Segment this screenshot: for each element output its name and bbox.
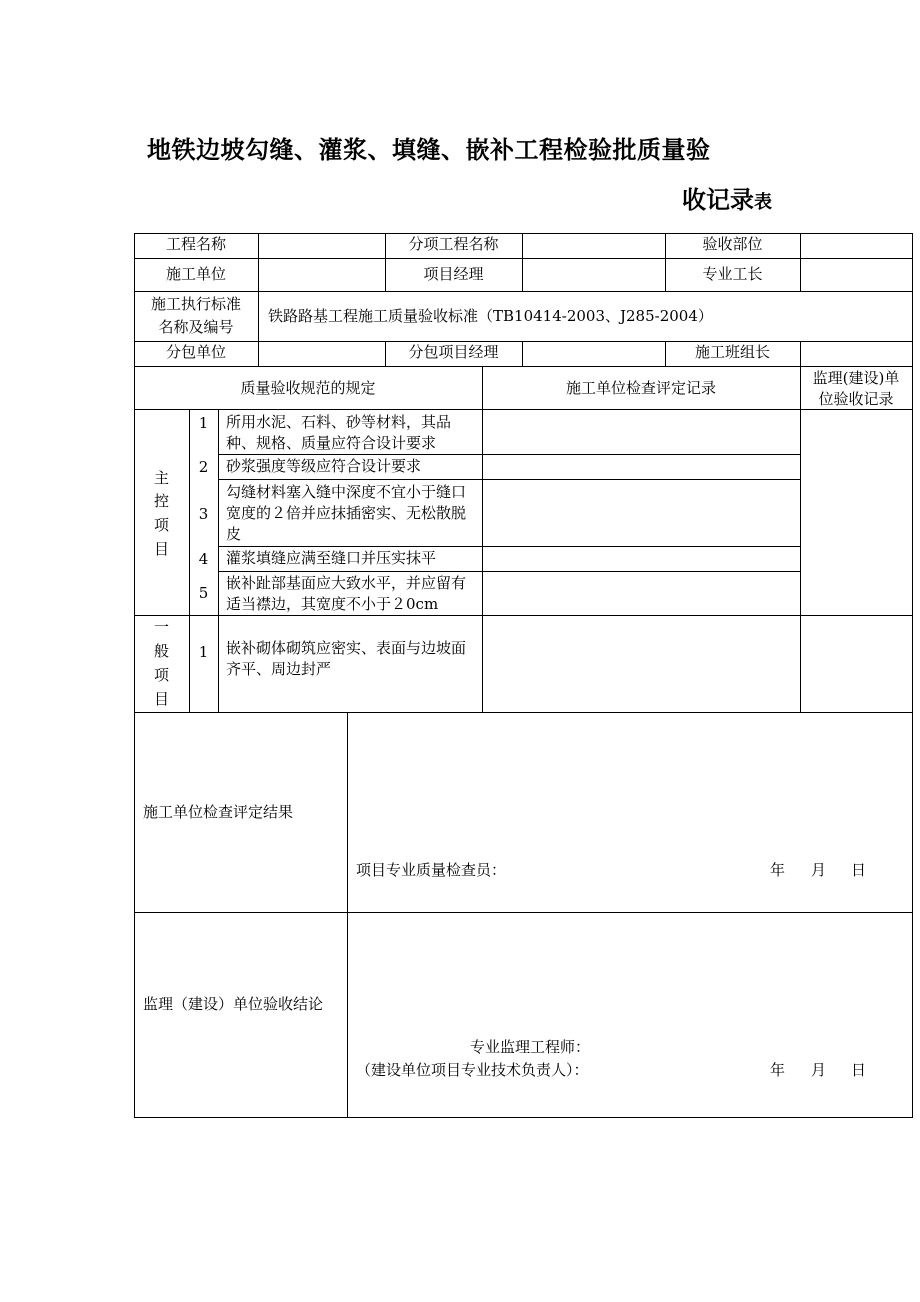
standard-label-line-1: 施工执行标准: [150, 295, 241, 313]
main-item-text: 所用水泥、石料、砂等材料，其品种、规格、质量应符合设计要求: [226, 413, 452, 452]
main-items-supervision-field[interactable]: [801, 410, 912, 615]
subcontractor-field[interactable]: [259, 342, 385, 365]
sub-project-field[interactable]: [523, 234, 665, 257]
main-item-text: 嵌补趾部基面应大致水平，并应留有适当襟边，其宽度不小于２0cm: [226, 574, 467, 613]
main-item-number: 4: [198, 550, 209, 568]
team-leader-field[interactable]: [801, 342, 911, 365]
standard-value: 铁路路基工程施工质量验收标准（TB10414-2003、J285-2004）: [268, 307, 713, 325]
supervision-result-year: 年: [770, 1061, 786, 1079]
supervision-result-day: 日: [851, 1061, 867, 1079]
main-item-record-field[interactable]: [483, 455, 800, 479]
main-item-record-field[interactable]: [483, 547, 800, 571]
check-record-column-header: 施工单位检查评定记录: [565, 379, 716, 397]
construction-unit-field[interactable]: [259, 259, 385, 290]
sub-manager-field[interactable]: [523, 342, 665, 365]
project-name-field[interactable]: [259, 234, 385, 257]
main-item-number: 1: [198, 414, 209, 432]
document-title-line-1: 地铁边坡勾缝、灌浆、填缝、嵌补工程检验批质量验: [147, 136, 711, 164]
supervising-engineer-label: 专业监理工程师：: [470, 1038, 591, 1056]
main-item-text: 灌浆填缝应满至缝口并压实抹平: [226, 549, 437, 567]
quality-inspector-label: 项目专业质量检查员：: [356, 861, 507, 879]
general-item-number: 1: [198, 643, 209, 661]
construction-unit-label: 施工单位: [165, 265, 226, 283]
supervision-column-header-line-1: 监理(建设)单: [812, 369, 900, 387]
construction-result-year: 年: [770, 861, 786, 879]
project-name-label: 工程名称: [165, 235, 226, 253]
spec-column-header: 质量验收规范的规定: [240, 379, 376, 397]
foreman-label: 专业工长: [702, 265, 763, 283]
standard-label-line-2: 名称及编号: [158, 318, 234, 336]
acceptance-part-label: 验收部位: [702, 235, 763, 253]
main-item-number: 3: [198, 505, 209, 523]
main-item-number: 5: [198, 584, 209, 602]
acceptance-part-field[interactable]: [801, 234, 911, 257]
construction-result-label: 施工单位检查评定结果: [143, 803, 294, 821]
subcontractor-label: 分包单位: [165, 343, 226, 361]
general-item-text: 嵌补砌体砌筑应密实、表面与边坡面齐平、周边封严: [226, 639, 467, 678]
construction-result-month: 月: [811, 861, 827, 879]
construction-result-day: 日: [851, 861, 867, 879]
main-item-record-field[interactable]: [483, 572, 800, 615]
supervision-result-label: 监理（建设）单位验收结论: [143, 995, 324, 1013]
general-item-record-field[interactable]: [483, 616, 800, 712]
main-item-record-field[interactable]: [483, 480, 800, 546]
main-item-number: 2: [198, 458, 209, 476]
general-items-supervision-field[interactable]: [801, 616, 912, 712]
project-manager-label: 项目经理: [423, 265, 484, 283]
owner-representative-label: （建设单位项目专业技术负责人）：: [356, 1061, 589, 1079]
project-manager-field[interactable]: [523, 259, 665, 290]
document-title-line-2: [682, 180, 772, 215]
document-title-main: 收记录: [682, 186, 754, 214]
supervision-result-month: 月: [811, 1061, 827, 1079]
foreman-field[interactable]: [801, 259, 911, 290]
sub-project-label: 分项工程名称: [408, 235, 499, 253]
team-leader-label: 施工班组长: [694, 343, 770, 361]
main-item-text: 砂浆强度等级应符合设计要求: [226, 457, 422, 475]
main-item-record-field[interactable]: [483, 410, 800, 454]
sub-manager-label: 分包项目经理: [408, 343, 499, 361]
document-title-suffix: 表: [754, 192, 772, 213]
main-item-text: 勾缝材料塞入缝中深度不宜小于缝口宽度的２倍并应抹插密实、无松散脱皮: [226, 483, 467, 543]
supervision-column-header-line-2: 位验收记录: [818, 390, 894, 408]
